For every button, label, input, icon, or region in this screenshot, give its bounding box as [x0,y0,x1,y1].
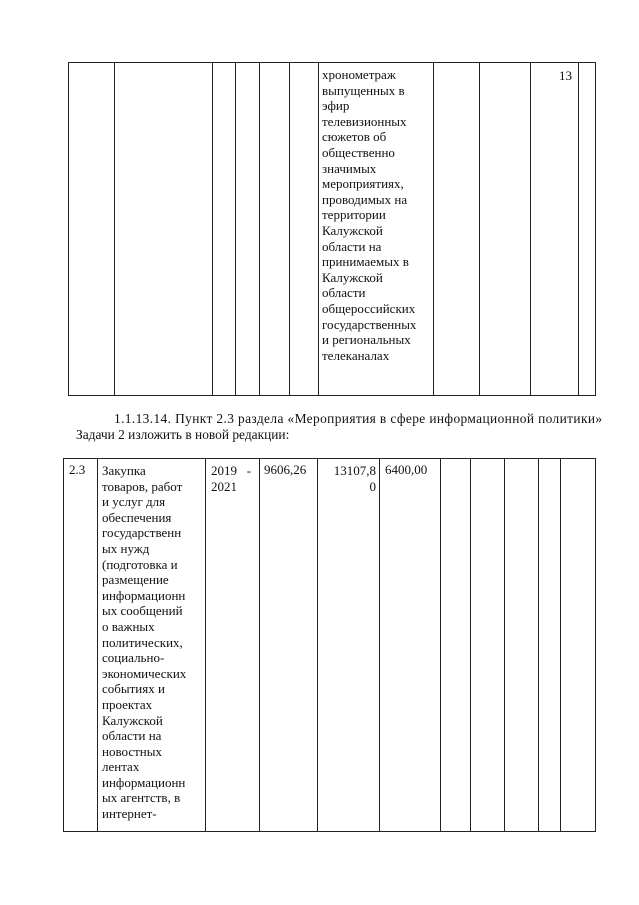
cell-text-line: государственн [102,525,182,541]
indicator-description-cell [322,67,416,363]
cell-text-line: телеканалах [322,347,390,363]
cell-text-line: новостных [102,743,162,759]
funding-amount-2-line: 0 [369,478,376,494]
activity-description-cell [102,463,186,822]
cell-text-line: телевизионных [322,113,407,129]
table-column-border [538,459,539,831]
cell-text-line: общественно [322,144,395,160]
cell-text-line: о важных [102,618,155,634]
cell-text-line: области [322,285,366,301]
cell-text-line: политических, [102,634,183,650]
cell-text-line: ых нужд [102,540,150,556]
table-column-border [578,63,579,395]
table-column-border [212,63,213,395]
table-new-edition [63,458,596,832]
cell-text-line: проектах [102,696,153,712]
cell-text-line: эфир [322,98,350,114]
table-column-border [97,459,98,831]
cell-text-line: событиях и [102,681,165,697]
cell-text-line: Калужской [322,269,383,285]
cell-text-line: области на [102,728,162,744]
table-column-border [379,459,380,831]
table-column-border [114,63,115,395]
table-column-border [259,63,260,395]
table-column-border [235,63,236,395]
cell-text-line: государственных [322,316,417,332]
cell-text-line: информационн [102,774,186,790]
table-column-border [504,459,505,831]
table-continued [68,62,596,396]
period-cell [211,463,251,494]
funding-amount-2-line: 13107,8 [333,463,376,478]
cell-text-line: мероприятиях, [322,176,404,192]
cell-text-line: информационн [102,587,186,603]
cell-text-line: и услуг для [102,494,166,510]
cell-text-line: Калужской [322,222,383,238]
cell-text-line: товаров, работ [102,478,183,494]
cell-text-line: (подготовка и [102,556,178,572]
period-start-line: 2019 - [211,463,252,478]
table-column-border [433,63,434,395]
table-column-border [318,63,319,395]
cell-text-line: принимаемых в [322,254,409,270]
cell-text-line: ых сообщений [102,603,183,619]
amendment-paragraph-line-2: Задачи 2 изложить в новой редакции: [76,427,290,442]
cell-text-line: размещение [102,572,169,588]
cell-text-line: общероссийских [322,300,416,316]
table-column-border [560,459,561,831]
table-column-border [259,459,260,831]
row-number-cell: 2.3 [69,462,86,477]
cell-text-line: значимых [322,160,377,176]
cell-text-line: интернет- [102,806,157,822]
table-column-border [530,63,531,395]
table-column-border [289,63,290,395]
table-column-border [479,63,480,395]
cell-text-line: сюжетов об [322,129,387,145]
cell-text-line: ых агентств, в [102,790,181,806]
cell-text-line: проводимых на [322,191,408,207]
cell-text-line: лентах [102,759,140,775]
cell-text-line: и региональных [322,332,411,348]
funding-amount-2-cell [319,463,376,494]
table-column-border [317,459,318,831]
funding-amount-1: 9606,26 [264,462,307,477]
cell-text-line: Закупка [102,463,146,478]
period-end-line: 2021 [211,478,237,494]
cell-text-line: выпущенных в [322,82,405,98]
indicator-value-cell: 13 [559,68,572,83]
funding-amount-3: 6400,00 [385,462,428,477]
cell-text-line: области на [322,238,382,254]
table-column-border [470,459,471,831]
amendment-paragraph-line-1: 1.1.13.14. Пункт 2.3 раздела «Мероприятия в сфере информационной политики» [114,411,603,426]
cell-text-line: территории [322,207,386,223]
table-column-border [440,459,441,831]
table-column-border [205,459,206,831]
cell-text-line: экономических [102,665,187,681]
cell-text-line: обеспечения [102,509,172,525]
cell-text-line: хронометраж [322,67,396,82]
cell-text-line: Калужской [102,712,163,728]
cell-text-line: социально- [102,650,165,666]
